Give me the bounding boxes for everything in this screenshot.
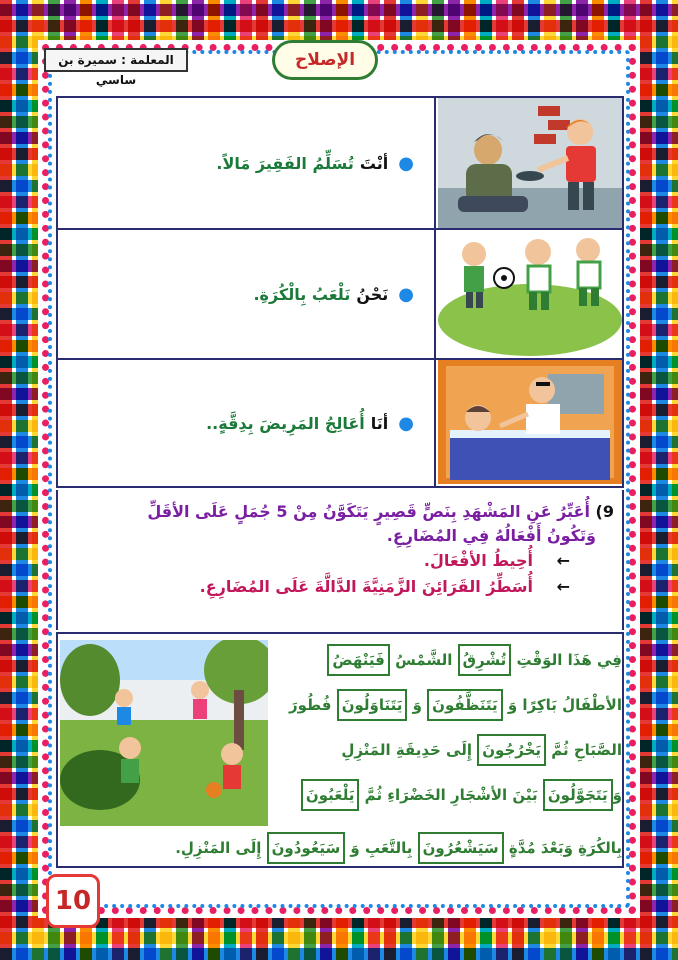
illustration-garden bbox=[60, 640, 268, 826]
task-text: أُحِيطُ الأفْعَالَ. bbox=[423, 551, 534, 570]
passage-line bbox=[272, 685, 622, 730]
arrow-left-icon: ← bbox=[556, 577, 570, 596]
pronoun: نَحْنُ bbox=[356, 284, 389, 304]
question-line-2: وَتَكُونُ أَفْعَالُهُ فِي المُضَارِعِ. bbox=[386, 526, 596, 545]
verb-box: تُشْرِقُ bbox=[458, 644, 512, 676]
task-item bbox=[66, 548, 614, 574]
passage-segment: بِالكُرَةِ وَبَعْدَ مُدَّةٍ bbox=[503, 839, 622, 857]
passage-text bbox=[272, 640, 622, 820]
question-line-1 bbox=[66, 500, 614, 524]
sentence-cell bbox=[58, 98, 436, 228]
question-number: 9) bbox=[595, 502, 614, 521]
bullet-icon: ● bbox=[398, 412, 414, 434]
passage-segment: الأطْفَالُ بَاكِرًا وَ bbox=[502, 696, 622, 714]
table-row bbox=[58, 230, 622, 360]
passage-line bbox=[272, 775, 622, 820]
passage-segment: فُطُورَ bbox=[288, 696, 337, 714]
passage-line bbox=[272, 640, 622, 685]
passage-segment: إِلَى حَدِيقَةِ المَنْزِلِ bbox=[341, 741, 478, 759]
arrow-left-icon: ← bbox=[556, 551, 570, 570]
passage-segment: الشَّمْسُ bbox=[389, 651, 458, 669]
task-item bbox=[66, 574, 614, 600]
verb-box: يَتَنَاوَلُونَ bbox=[337, 689, 408, 721]
illustration-doctor bbox=[438, 360, 622, 486]
passage-segment: بِالتَّعَبِ وَ bbox=[345, 839, 418, 857]
pronoun: أنْتَ bbox=[359, 153, 389, 173]
verb-box: سَيَشْعُرُونَ bbox=[418, 832, 504, 864]
task-text: أُسَطِّرُ القَرَائِنَ الزَّمَنِيَّةَ الدَّالَّةَ عَلَى المُضَارِعِ. bbox=[199, 577, 534, 596]
sentence-cell bbox=[58, 360, 436, 486]
page-title: الإصلاح bbox=[272, 40, 378, 80]
teacher-label: المعلمة : سميرة بن ساسي bbox=[44, 48, 188, 72]
illustration-charity bbox=[438, 98, 622, 228]
passage-line bbox=[272, 730, 622, 775]
sentences-table bbox=[56, 96, 624, 488]
question-block bbox=[56, 490, 624, 630]
verb-box: يَلْعَبُونَ bbox=[301, 779, 360, 811]
illustration-football bbox=[438, 230, 622, 358]
bullet-icon: ● bbox=[398, 283, 414, 305]
passage-segment: الصَّبَاحِ ثُمَّ bbox=[546, 741, 622, 759]
sentence-text: تُسَلِّمُ الفَقِيرَ مَالاً. bbox=[216, 153, 354, 173]
table-row bbox=[58, 360, 622, 486]
passage-block bbox=[56, 632, 624, 868]
verb-box: يَخْرُجُونَ bbox=[477, 734, 546, 766]
bullet-icon: ● bbox=[398, 152, 414, 174]
verb-box: يَتَجَوَّلُونَ bbox=[543, 779, 613, 811]
sentence-cell bbox=[58, 230, 436, 358]
passage-line bbox=[66, 830, 622, 866]
sentence-text: نَلْعَبُ بِالْكُرَةِ. bbox=[253, 284, 351, 304]
sentence-text: أُعَالِجُ المَرِيضَ بِدِقَّةٍ.. bbox=[206, 413, 365, 433]
page-number: 10 bbox=[46, 874, 100, 928]
passage-segment: وَ bbox=[407, 696, 428, 714]
table-row bbox=[58, 98, 622, 230]
question-text: أُعَبِّرُ عَنِ المَشْهَدِ بِنَصٍّ قَصِيرٍ يَتَكَوَّنُ مِنْ 5 جُمَلٍ عَلَى الأقَلِّ bbox=[147, 502, 590, 521]
pronoun: أنَا bbox=[370, 413, 389, 433]
verb-box: يَتَنَظَّفُونَ bbox=[427, 689, 503, 721]
passage-segment: إِلَى المَنْزِلِ. bbox=[175, 839, 267, 857]
passage-segment: وَ bbox=[612, 786, 622, 804]
verb-box: سَيَعُودُونَ bbox=[267, 832, 346, 864]
passage-segment: بَيْنَ الأشْجَارِ الخَضْرَاءِ ثُمَّ bbox=[359, 786, 543, 804]
passage-segment: فِي هَذَا الوَقْتِ bbox=[511, 651, 622, 669]
verb-box: فَيَنْهَضُ bbox=[327, 644, 389, 676]
